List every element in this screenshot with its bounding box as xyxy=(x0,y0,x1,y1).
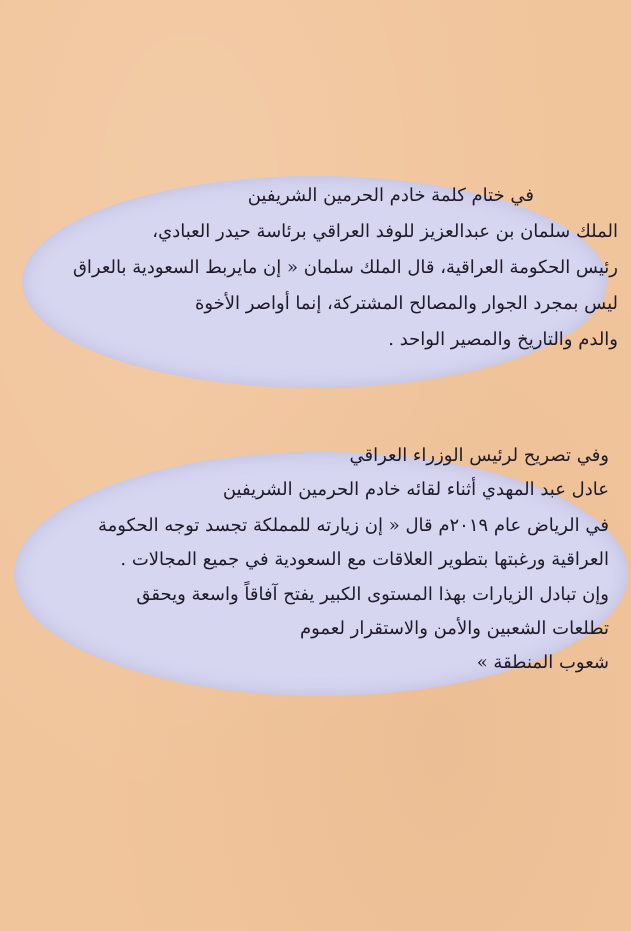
text-line: رئيس الحكومة العراقية، قال الملك سلمان « إن مايربط السعودية بالعراق xyxy=(72,257,618,278)
text-line: العراقية ورغبتها بتطوير العلاقات مع السعودية في جميع المجالات . xyxy=(120,549,609,570)
text-line: تطلعات الشعبين والأمن والاستقرار لعموم xyxy=(299,618,609,639)
text-line: عادل عبد المهدي أثناء لقائه خادم الحرمين الشريفين xyxy=(222,479,609,500)
text-line: في الرياض عام ٢٠١٩م قال « إن زيارته للمملكة تجسد توجه الحكومة xyxy=(97,515,609,536)
text-line: ليس بمجرد الجوار والمصالح المشتركة، إنما أواصر الأخوة xyxy=(194,293,618,314)
text-line: في ختام كلمة خادم الحرمين الشريفين xyxy=(247,185,534,206)
text-line: شعوب المنطقة » xyxy=(476,652,609,673)
text-line: وإن تبادل الزيارات بهذا المستوى الكبير يفتح آفاقاً واسعة ويحقق xyxy=(136,584,609,605)
quote-block-king-salman xyxy=(72,178,618,378)
quote-block-adel-abdul-mahdi xyxy=(21,440,609,690)
text-line: وفي تصريح لرئيس الوزراء العراقي xyxy=(349,445,609,466)
text-line: والدم والتاريخ والمصير الواحد . xyxy=(388,329,618,350)
text-line: الملك سلمان بن عبدالعزيز للوفد العراقي برئاسة حيدر العبادي، xyxy=(152,221,618,242)
